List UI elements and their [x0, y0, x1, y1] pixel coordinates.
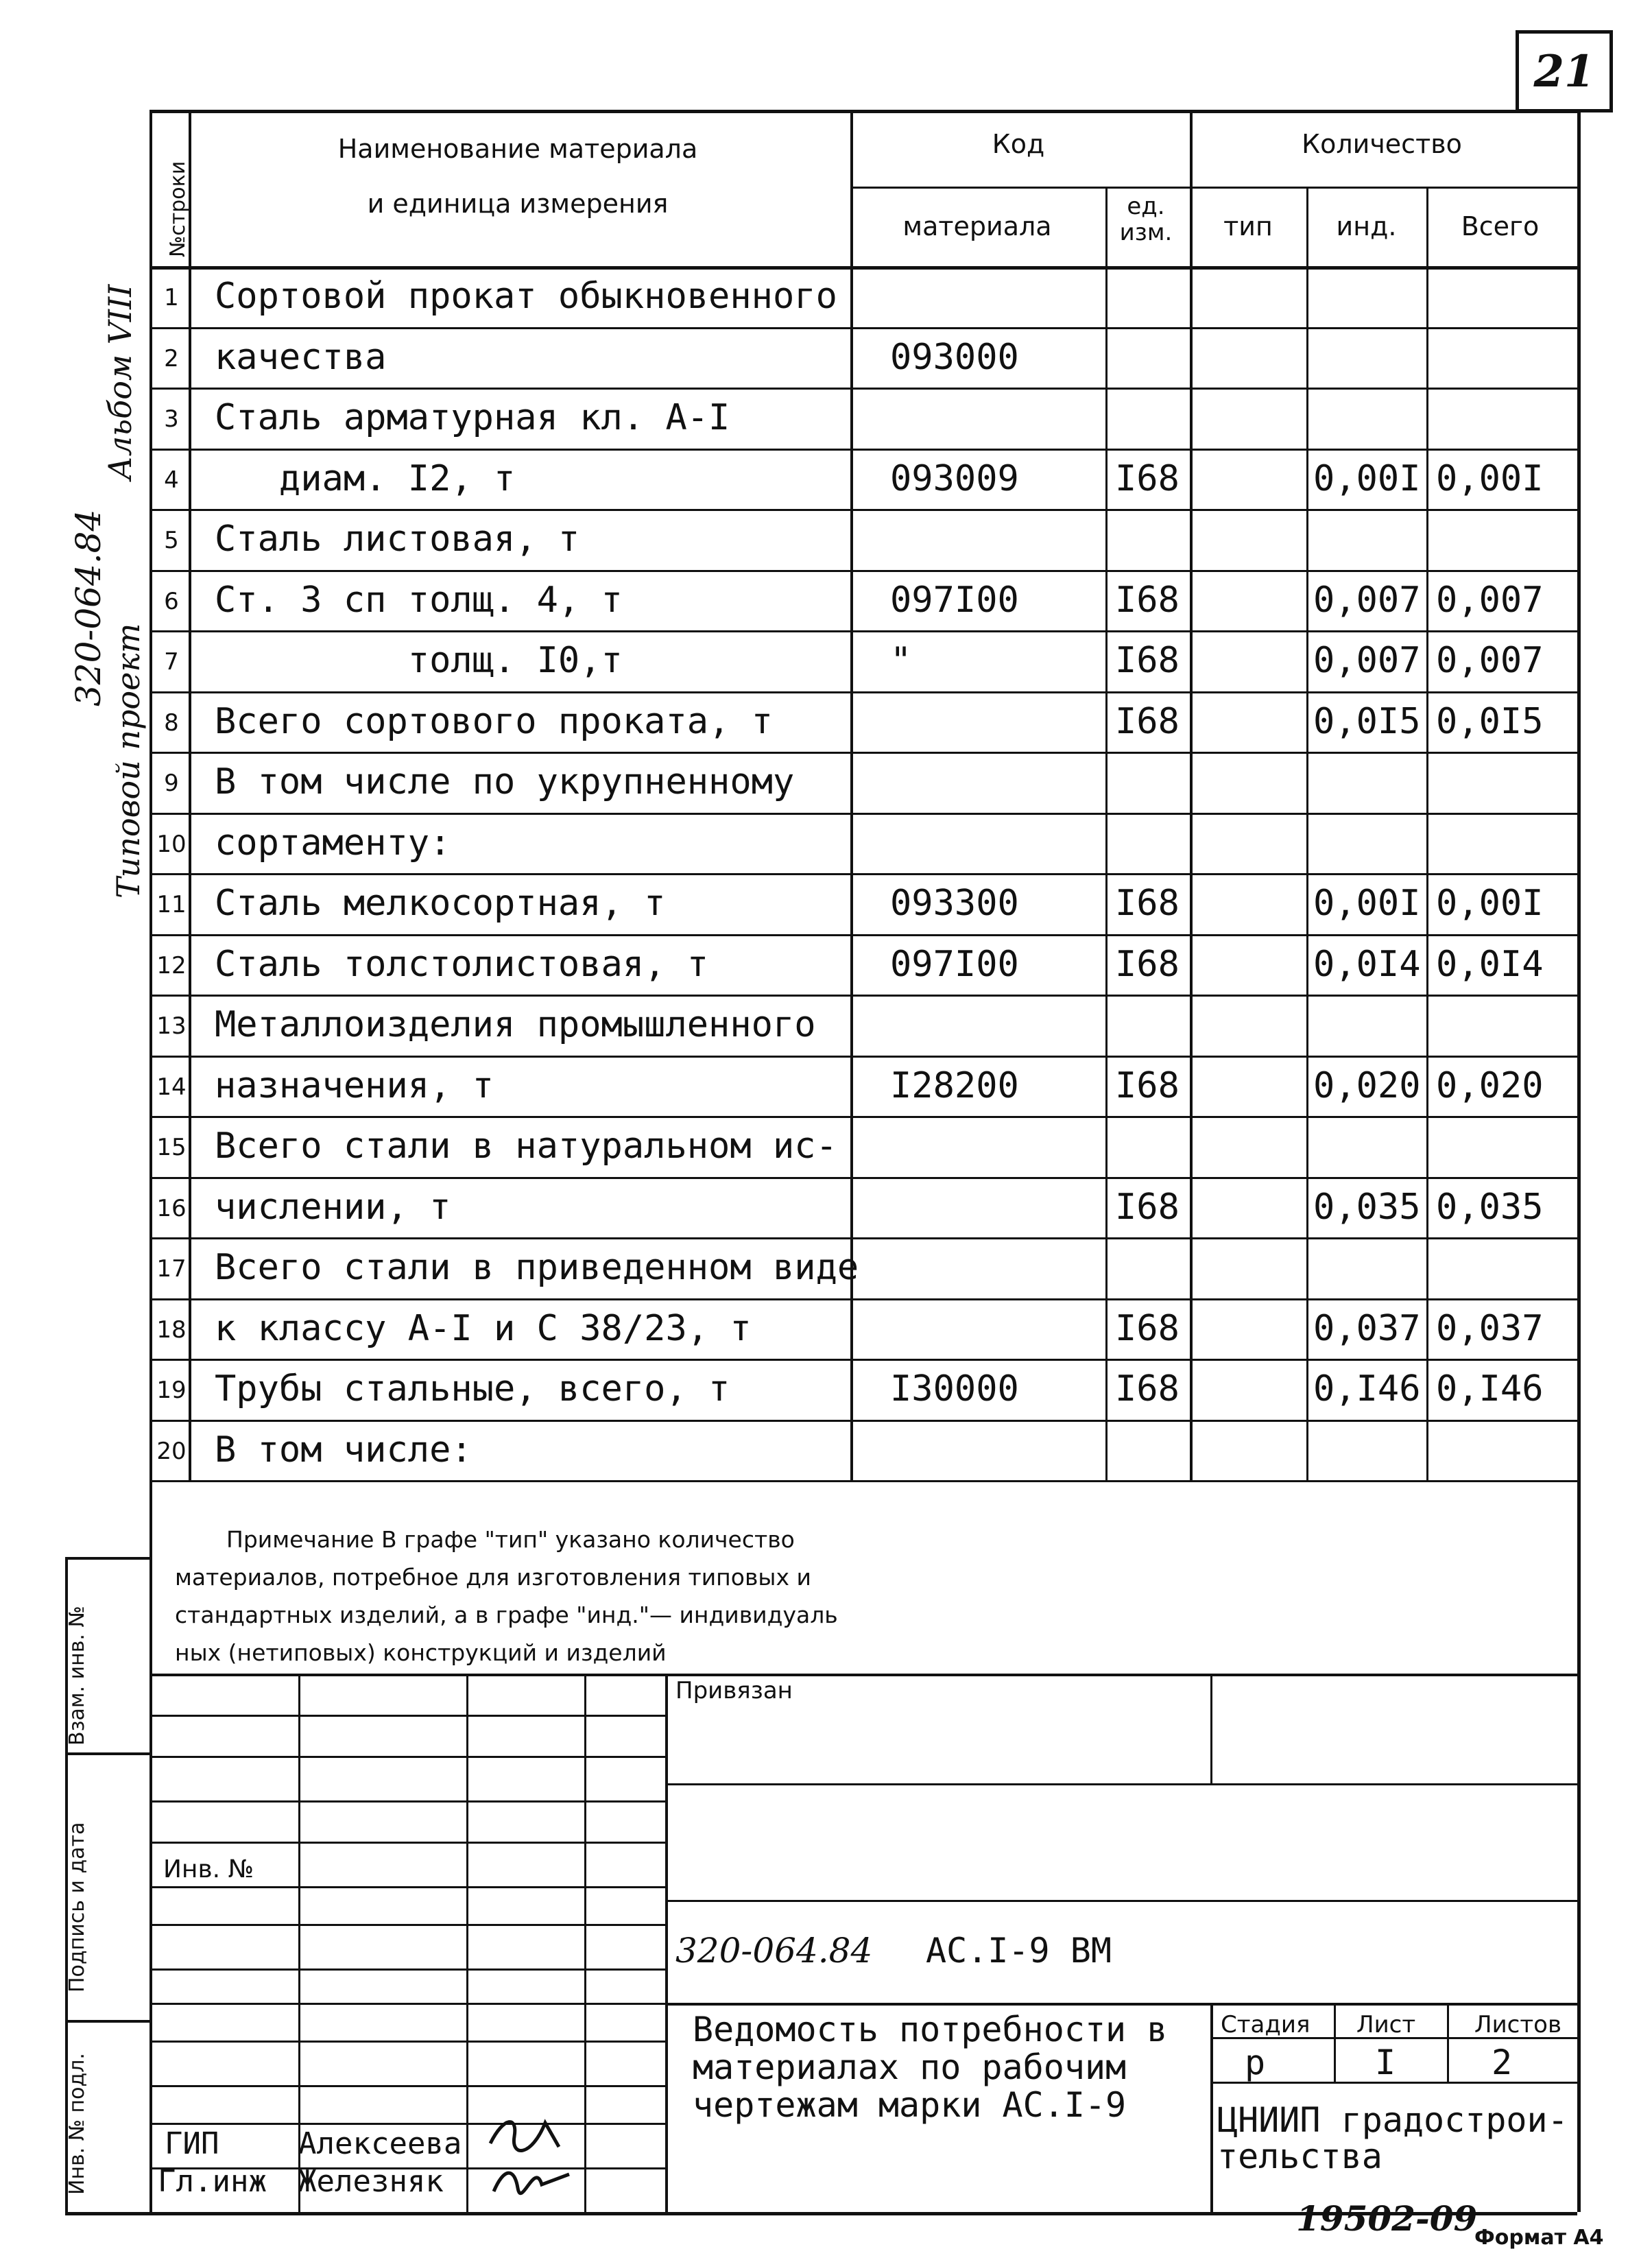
grid-line: [850, 187, 1577, 189]
row-name: В том числе:: [215, 1429, 472, 1471]
side-type-project: Типовой проект: [110, 623, 147, 899]
row-unit: I68: [1115, 1186, 1180, 1228]
row-unit: I68: [1115, 579, 1180, 621]
row-total: 0,035: [1436, 1186, 1544, 1228]
row-code: ": [890, 640, 912, 681]
margin-vzam: Взам. инв. №: [65, 1606, 89, 1746]
row-name: Всего сортового проката, т: [215, 700, 773, 742]
row-total: 0,007: [1436, 579, 1544, 621]
header-q-total: Всего: [1461, 211, 1540, 241]
row-ind: 0,0I4: [1313, 943, 1421, 985]
signature-zheleznyak: [487, 2154, 576, 2202]
header-name: Наименование материала: [337, 134, 698, 164]
row-number: 3: [164, 405, 179, 433]
stamp-gip-name: Алексеева: [298, 2126, 462, 2161]
stamp-title-3: чертежам марки АС.I-9: [693, 2085, 1127, 2125]
grid-line: [1426, 187, 1428, 1480]
row-code: 093300: [890, 883, 1019, 924]
row-number: 8: [164, 709, 179, 737]
row-total: 0,I46: [1436, 1368, 1544, 1409]
row-total: 0,037: [1436, 1307, 1544, 1349]
row-number: 2: [164, 344, 179, 372]
grid-line: [1306, 187, 1308, 1480]
row-total: 0,00I: [1436, 883, 1544, 924]
grid-line: [149, 1886, 665, 1888]
grid-line: [1447, 2003, 1449, 2082]
grid-line: [149, 266, 1577, 270]
row-name: Сталь арматурная кл. А-I: [215, 397, 730, 438]
sheet-number: 21: [1516, 30, 1613, 112]
row-code: 093000: [890, 336, 1019, 378]
header-q-ind: инд.: [1336, 211, 1397, 241]
row-unit: I68: [1115, 943, 1180, 985]
row-number: 15: [156, 1134, 187, 1161]
row-number: 12: [156, 951, 187, 979]
grid-line: [149, 110, 1577, 113]
row-line: [149, 509, 1577, 511]
footer-format: Формат А4: [1474, 2226, 1604, 2250]
row-name: В том числе по укрупненному: [215, 761, 795, 802]
row-name: Трубы стальные, всего, т: [215, 1368, 730, 1409]
grid-line: [665, 1900, 1577, 1902]
header-quantity: Количество: [1302, 129, 1462, 159]
stamp-gl-inzh-name: Железняк: [298, 2164, 444, 2199]
row-ind: 0,007: [1313, 579, 1421, 621]
stamp-title-2: материалах по рабочим: [693, 2047, 1127, 2087]
grid-line: [149, 1756, 665, 1758]
stamp-sheet: I: [1375, 2043, 1396, 2082]
row-number: 16: [156, 1194, 187, 1222]
row-unit: I68: [1115, 883, 1180, 924]
row-line: [149, 1420, 1577, 1422]
row-ind: 0,0I5: [1313, 700, 1421, 742]
row-number: 11: [156, 891, 187, 918]
grid-line: [149, 2003, 665, 2005]
row-name: Сортовой прокат обыкновенного: [215, 276, 837, 317]
row-unit: I68: [1115, 1064, 1180, 1106]
row-line: [149, 691, 1577, 693]
row-unit: I68: [1115, 1307, 1180, 1349]
stamp-sheets: 2: [1492, 2043, 1513, 2082]
row-code: 097I00: [890, 579, 1019, 621]
grid-line: [584, 1674, 586, 2212]
row-number: 6: [164, 587, 179, 615]
row-code: I28200: [890, 1064, 1019, 1106]
row-unit: I68: [1115, 700, 1180, 742]
row-line: [149, 630, 1577, 632]
row-name: Ст. 3 сп толщ. 4, т: [215, 579, 623, 621]
row-line: [149, 1480, 1577, 1482]
grid-line: [149, 1715, 665, 1717]
stamp-gip-role: ГИП: [165, 2126, 219, 2161]
grid-line: [149, 1480, 152, 2212]
grid-line: [1577, 1480, 1581, 2212]
grid-line: [1210, 1674, 1212, 1783]
row-line: [149, 1298, 1577, 1300]
row-ind: 0,037: [1313, 1307, 1421, 1349]
row-name: качества: [215, 336, 387, 378]
grid-line: [665, 1674, 668, 2212]
stamp-privyazan: Привязан: [675, 1677, 793, 1704]
grid-line: [149, 1674, 1577, 1676]
row-line: [149, 1116, 1577, 1118]
row-line: [149, 752, 1577, 754]
grid-line: [1577, 110, 1581, 1480]
note-line-2: материалов, потребное для изготовления типовых и: [175, 1564, 811, 1591]
row-unit: I68: [1115, 457, 1180, 499]
row-name: сортаменту:: [215, 822, 451, 864]
grid-line: [1210, 2003, 1213, 2212]
header-code-unit: ед. изм.: [1119, 193, 1173, 246]
row-line: [149, 1237, 1577, 1239]
note-line-4: ных (нетиповых) конструкций и изделий: [175, 1639, 667, 1666]
row-name: Всего стали в натуральном ис-: [215, 1126, 837, 1167]
grid-line: [149, 1842, 665, 1844]
grid-line: [466, 1674, 468, 2212]
row-total: 0,0I4: [1436, 943, 1544, 985]
row-name: Сталь листовая, т: [215, 519, 580, 560]
row-line: [149, 1177, 1577, 1179]
grid-line: [65, 1557, 149, 1560]
row-number: 9: [164, 770, 179, 797]
row-number: 14: [156, 1073, 187, 1101]
row-number: 10: [156, 830, 187, 858]
grid-line: [665, 1783, 1577, 1785]
row-total: 0,0I5: [1436, 700, 1544, 742]
grid-line: [1105, 187, 1108, 1480]
row-number: 17: [156, 1255, 187, 1283]
row-number: 20: [156, 1437, 187, 1465]
row-name: Металлоизделия промышленного: [215, 1004, 816, 1045]
grid-line: [149, 1968, 665, 1971]
header-q-type: тип: [1223, 211, 1273, 241]
row-total: 0,007: [1436, 640, 1544, 681]
footer-number: 19502-09: [1296, 2198, 1478, 2239]
row-line: [149, 873, 1577, 875]
grid-line: [149, 1800, 665, 1803]
grid-line: [149, 2123, 665, 2125]
side-project-number: 320-064.84: [69, 509, 108, 706]
stamp-title-1: Ведомость потребности в: [693, 2010, 1168, 2049]
row-line: [149, 1359, 1577, 1361]
row-line: [149, 570, 1577, 572]
row-ind: 0,020: [1313, 1064, 1421, 1106]
stamp-doc-code-handwritten: 320-064.84: [675, 1931, 873, 1971]
row-line: [149, 1056, 1577, 1058]
margin-inv-podl: Инв. № подл.: [65, 2053, 89, 2195]
note-line-3: стандартных изделий, а в графе "инд."— индивидуаль: [175, 1602, 838, 1628]
stamp-sheet-label: Лист: [1356, 2011, 1416, 2038]
row-total: 0,020: [1436, 1064, 1544, 1106]
row-ind: 0,007: [1313, 640, 1421, 681]
row-number: 7: [164, 648, 179, 676]
grid-line: [1190, 110, 1193, 1480]
row-name: Сталь мелкосортная, т: [215, 883, 666, 924]
row-unit: I68: [1115, 640, 1180, 681]
grid-line: [1334, 2003, 1336, 2082]
grid-line: [149, 1924, 665, 1926]
header-row-number: №строки: [166, 160, 190, 257]
row-name: толщ. I0,т: [215, 640, 623, 681]
row-total: 0,00I: [1436, 457, 1544, 499]
grid-line: [65, 2020, 149, 2023]
grid-line: [665, 2003, 1577, 2006]
stamp-gl-inzh-role: Гл.инж: [158, 2164, 267, 2199]
stamp-stage: р: [1245, 2043, 1266, 2082]
row-code: 097I00: [890, 943, 1019, 985]
row-ind: 0,035: [1313, 1186, 1421, 1228]
row-number: 19: [156, 1377, 187, 1404]
row-name: диам. I2, т: [215, 457, 516, 499]
stamp-inv-no: Инв. №: [163, 1855, 254, 1883]
row-line: [149, 934, 1577, 936]
note-line-1: Примечание В графе "тип" указано количество: [226, 1526, 795, 1553]
row-line: [149, 449, 1577, 451]
row-number: 5: [164, 527, 179, 554]
stamp-doc-code: АС.I-9 ВМ: [926, 1931, 1112, 1971]
row-number: 13: [156, 1012, 187, 1040]
row-name: Сталь толстолистовая, т: [215, 943, 709, 985]
row-name: назначения, т: [215, 1064, 494, 1106]
row-number: 4: [164, 466, 179, 494]
row-line: [149, 388, 1577, 390]
row-name: числении, т: [215, 1186, 451, 1228]
row-unit: I68: [1115, 1368, 1180, 1409]
stamp-org-2: тельства: [1217, 2137, 1382, 2176]
side-album: Альбом VIII: [101, 284, 139, 480]
row-name: Всего стали в приведенном виде: [215, 1247, 859, 1288]
margin-podpis: Подпись и дата: [65, 1822, 89, 1993]
row-line: [149, 813, 1577, 815]
grid-line: [149, 2085, 665, 2087]
row-code: I30000: [890, 1368, 1019, 1409]
row-code: 093009: [890, 457, 1019, 499]
row-ind: 0,00I: [1313, 457, 1421, 499]
stamp-stage-label: Стадия: [1221, 2011, 1310, 2038]
row-line: [149, 327, 1577, 329]
header-name-2: и единица измерения: [367, 189, 669, 219]
stamp-org-1: ЦНИИП градострои-: [1217, 2100, 1568, 2140]
header-code: Код: [992, 129, 1045, 159]
row-ind: 0,I46: [1313, 1368, 1421, 1409]
row-name: к классу А-I и С 38/23, т: [215, 1307, 752, 1349]
row-number: 1: [164, 284, 179, 311]
stamp-sheets-label: Листов: [1474, 2011, 1562, 2038]
header-code-material: материала: [902, 211, 1052, 241]
grid-line: [149, 2041, 665, 2043]
row-line: [149, 995, 1577, 997]
row-number: 18: [156, 1316, 187, 1344]
grid-line: [65, 1752, 149, 1755]
row-ind: 0,00I: [1313, 883, 1421, 924]
